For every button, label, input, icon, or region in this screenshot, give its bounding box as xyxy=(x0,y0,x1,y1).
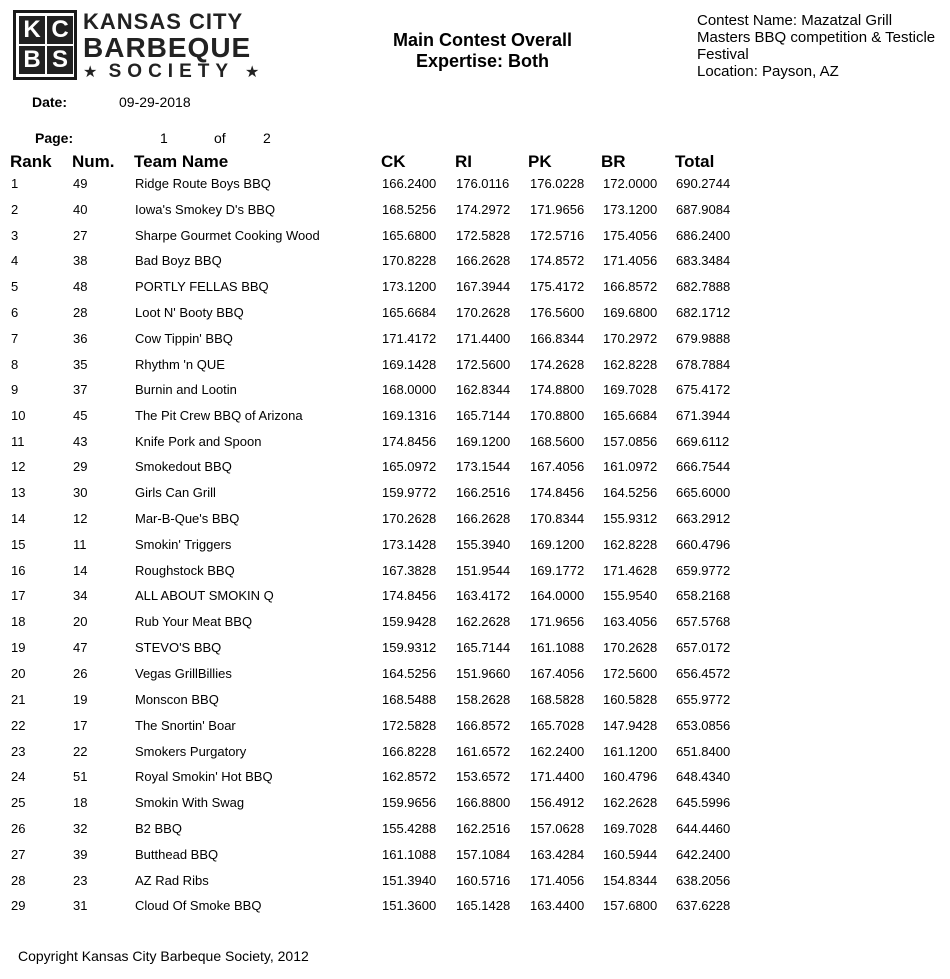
cell-num: 28 xyxy=(73,305,88,320)
cell-rank: 18 xyxy=(11,614,26,629)
cell-ri: 151.9544 xyxy=(456,563,511,578)
cell-rank: 10 xyxy=(11,408,26,423)
cell-pk: 170.8800 xyxy=(530,408,585,423)
cell-ck: 166.2400 xyxy=(382,176,437,191)
cell-pk: 174.2628 xyxy=(530,357,585,372)
cell-ri: 158.2628 xyxy=(456,692,511,707)
cell-team: Butthead BBQ xyxy=(135,847,219,862)
cell-ck: 165.6800 xyxy=(382,228,437,243)
cell-rank: 12 xyxy=(11,459,26,474)
cell-num: 17 xyxy=(73,718,88,733)
cell-num: 12 xyxy=(73,511,88,526)
cell-br: 166.8572 xyxy=(603,279,658,294)
cell-num: 45 xyxy=(73,408,88,423)
cell-ri: 172.5828 xyxy=(456,228,511,243)
cell-total: 660.4796 xyxy=(676,537,731,552)
table-row xyxy=(0,692,950,712)
cell-ck: 168.0000 xyxy=(382,382,437,397)
cell-rank: 19 xyxy=(11,640,26,655)
table-row xyxy=(0,331,950,351)
contest-name-line2: Masters BBQ competition & Testicle xyxy=(697,29,936,46)
cell-pk: 171.4400 xyxy=(530,769,585,784)
star-icon: ★ xyxy=(83,64,98,81)
cell-rank: 22 xyxy=(11,718,26,733)
cell-rank: 17 xyxy=(11,588,26,603)
cell-ck: 171.4172 xyxy=(382,331,437,346)
cell-br: 173.1200 xyxy=(603,202,658,217)
cell-total: 637.6228 xyxy=(676,898,731,913)
cell-ck: 170.2628 xyxy=(382,511,437,526)
cell-rank: 20 xyxy=(11,666,26,681)
cell-pk: 174.8456 xyxy=(530,485,585,500)
cell-ri: 151.9660 xyxy=(456,666,511,681)
column-header-br: BR xyxy=(601,152,626,171)
logo-line-kansas-city: KANSAS CITY xyxy=(83,9,244,34)
cell-team: Royal Smokin' Hot BBQ xyxy=(135,769,273,784)
cell-pk: 167.4056 xyxy=(530,459,585,474)
cell-br: 162.8228 xyxy=(603,357,658,372)
cell-ri: 165.7144 xyxy=(456,408,511,423)
cell-ck: 168.5488 xyxy=(382,692,437,707)
cell-ck: 151.3940 xyxy=(382,873,437,888)
cell-ck: 166.8228 xyxy=(382,744,437,759)
cell-total: 653.0856 xyxy=(676,718,731,733)
cell-br: 171.4628 xyxy=(603,563,658,578)
cell-br: 170.2628 xyxy=(603,640,658,655)
cell-total: 648.4340 xyxy=(676,769,731,784)
kcbs-logo xyxy=(13,10,273,84)
cell-ri: 161.6572 xyxy=(456,744,511,759)
cell-rank: 23 xyxy=(11,744,26,759)
cell-ri: 166.2516 xyxy=(456,485,511,500)
cell-num: 31 xyxy=(73,898,88,913)
cell-num: 37 xyxy=(73,382,88,397)
cell-total: 669.6112 xyxy=(676,434,730,449)
cell-ri: 153.6572 xyxy=(456,769,511,784)
table-row xyxy=(0,485,950,505)
cell-rank: 27 xyxy=(11,847,26,862)
table-row xyxy=(0,176,950,196)
cell-br: 169.6800 xyxy=(603,305,658,320)
cell-team: Rhythm 'n QUE xyxy=(135,357,225,372)
cell-br: 165.6684 xyxy=(603,408,658,423)
cell-team: Rub Your Meat BBQ xyxy=(135,614,253,629)
cell-ri: 160.5716 xyxy=(456,873,511,888)
cell-ri: 157.1084 xyxy=(456,847,511,862)
cell-num: 39 xyxy=(73,847,88,862)
cell-team: Smokin' Triggers xyxy=(135,537,232,552)
cell-ck: 151.3600 xyxy=(382,898,437,913)
cell-br: 157.6800 xyxy=(603,898,658,913)
cell-ck: 164.5256 xyxy=(382,666,437,681)
table-row xyxy=(0,847,950,867)
cell-total: 644.4460 xyxy=(676,821,731,836)
cell-rank: 13 xyxy=(11,485,26,500)
cell-team: B2 BBQ xyxy=(135,821,182,836)
cell-ri: 162.2628 xyxy=(456,614,511,629)
cell-br: 169.7028 xyxy=(603,821,658,836)
cell-team: Mar-B-Que's BBQ xyxy=(135,511,240,526)
cell-num: 40 xyxy=(73,202,88,217)
cell-pk: 171.4056 xyxy=(530,873,585,888)
cell-total: 642.2400 xyxy=(676,847,731,862)
cell-rank: 29 xyxy=(11,898,26,913)
cell-total: 683.3484 xyxy=(676,253,731,268)
cell-ri: 166.2628 xyxy=(456,511,511,526)
cell-total: 682.1712 xyxy=(676,305,731,320)
table-row xyxy=(0,408,950,428)
cell-total: 679.9888 xyxy=(676,331,731,346)
cell-num: 30 xyxy=(73,485,88,500)
cell-ck: 173.1200 xyxy=(382,279,437,294)
cell-num: 18 xyxy=(73,795,88,810)
table-row xyxy=(0,537,950,557)
cell-ri: 162.2516 xyxy=(456,821,511,836)
contest-info xyxy=(697,12,950,80)
cell-pk: 176.0228 xyxy=(530,176,585,191)
cell-team: Knife Pork and Spoon xyxy=(135,434,262,449)
cell-team: Smokin With Swag xyxy=(135,795,245,810)
cell-ri: 165.1428 xyxy=(456,898,511,913)
cell-total: 666.7544 xyxy=(676,459,731,474)
cell-total: 671.3944 xyxy=(676,408,731,423)
cell-br: 154.8344 xyxy=(603,873,658,888)
cell-br: 172.5600 xyxy=(603,666,658,681)
cell-ck: 161.1088 xyxy=(382,847,437,862)
cell-num: 34 xyxy=(73,588,88,603)
cell-ri: 171.4400 xyxy=(456,331,511,346)
cell-pk: 172.5716 xyxy=(530,228,585,243)
cell-br: 162.2628 xyxy=(603,795,658,810)
cell-total: 657.5768 xyxy=(676,614,731,629)
table-row xyxy=(0,563,950,583)
cell-br: 147.9428 xyxy=(603,718,658,733)
cell-team: ALL ABOUT SMOKIN Q xyxy=(135,588,274,603)
cell-rank: 1 xyxy=(11,176,19,191)
table-row xyxy=(0,434,950,454)
cell-br: 160.5944 xyxy=(603,847,658,862)
cell-ck: 165.0972 xyxy=(382,459,437,474)
cell-rank: 28 xyxy=(11,873,26,888)
cell-ck: 162.8572 xyxy=(382,769,437,784)
cell-ri: 166.8800 xyxy=(456,795,511,810)
cell-ck: 174.8456 xyxy=(382,434,437,449)
logo-letter-b: B xyxy=(19,46,45,74)
column-header-ck: CK xyxy=(381,152,406,171)
cell-num: 43 xyxy=(73,434,88,449)
cell-team: Bad Boyz BBQ xyxy=(135,253,222,268)
cell-pk: 168.5828 xyxy=(530,692,585,707)
cell-br: 157.0856 xyxy=(603,434,658,449)
column-header-ri: RI xyxy=(455,152,472,171)
report-title-line1: Main Contest Overall xyxy=(392,30,573,50)
table-row xyxy=(0,614,950,634)
cell-rank: 3 xyxy=(11,228,19,243)
table-row xyxy=(0,382,950,402)
table-row xyxy=(0,873,950,893)
cell-br: 170.2972 xyxy=(603,331,658,346)
page-current: 1 xyxy=(160,130,168,146)
cell-pk: 169.1772 xyxy=(530,563,585,578)
column-header-pk: PK xyxy=(528,152,552,171)
cell-pk: 165.7028 xyxy=(530,718,585,733)
cell-total: 656.4572 xyxy=(676,666,731,681)
cell-br: 162.8228 xyxy=(603,537,658,552)
cell-num: 22 xyxy=(73,744,88,759)
cell-total: 645.5996 xyxy=(676,795,731,810)
kcbs-logo-text xyxy=(83,10,273,83)
cell-num: 38 xyxy=(73,253,88,268)
table-row xyxy=(0,769,950,789)
cell-num: 23 xyxy=(73,873,88,888)
cell-total: 690.2744 xyxy=(676,176,731,191)
cell-ri: 155.3940 xyxy=(456,537,511,552)
contest-name-line3: Festival xyxy=(697,46,749,63)
cell-pk: 161.1088 xyxy=(530,640,585,655)
cell-br: 169.7028 xyxy=(603,382,658,397)
cell-num: 20 xyxy=(73,614,88,629)
table-row xyxy=(0,305,950,325)
cell-ck: 169.1316 xyxy=(382,408,437,423)
cell-total: 678.7884 xyxy=(676,357,731,372)
cell-ri: 170.2628 xyxy=(456,305,511,320)
cell-ck: 159.9312 xyxy=(382,640,437,655)
cell-pk: 163.4400 xyxy=(530,898,585,913)
cell-num: 47 xyxy=(73,640,88,655)
cell-ck: 173.1428 xyxy=(382,537,437,552)
report-title xyxy=(340,30,625,72)
cell-team: Girls Can Grill xyxy=(135,485,216,500)
cell-ck: 172.5828 xyxy=(382,718,437,733)
cell-rank: 25 xyxy=(11,795,26,810)
table-row xyxy=(0,718,950,738)
cell-ck: 168.5256 xyxy=(382,202,437,217)
kcbs-logo-mark xyxy=(13,10,77,80)
cell-num: 51 xyxy=(73,769,88,784)
cell-rank: 5 xyxy=(11,279,19,294)
cell-pk: 156.4912 xyxy=(530,795,585,810)
cell-total: 663.2912 xyxy=(676,511,731,526)
table-row xyxy=(0,357,950,377)
cell-total: 675.4172 xyxy=(676,382,731,397)
cell-num: 49 xyxy=(73,176,88,191)
cell-num: 32 xyxy=(73,821,88,836)
table-row xyxy=(0,744,950,764)
cell-num: 29 xyxy=(73,459,88,474)
cell-br: 161.0972 xyxy=(603,459,658,474)
cell-ck: 159.9772 xyxy=(382,485,437,500)
cell-team: Smokedout BBQ xyxy=(135,459,232,474)
cell-ck: 165.6684 xyxy=(382,305,437,320)
cell-ck: 155.4288 xyxy=(382,821,437,836)
page-label: Page: xyxy=(35,130,74,146)
table-row xyxy=(0,640,950,660)
column-header-num: Num. xyxy=(72,152,115,171)
contest-location: Location: Payson, AZ xyxy=(697,63,839,80)
cell-total: 665.6000 xyxy=(676,485,731,500)
cell-num: 14 xyxy=(73,563,88,578)
cell-total: 659.9772 xyxy=(676,563,731,578)
cell-team: Cloud Of Smoke BBQ xyxy=(135,898,262,913)
page-total: 2 xyxy=(263,130,271,146)
cell-pk: 169.1200 xyxy=(530,537,585,552)
cell-ck: 167.3828 xyxy=(382,563,437,578)
cell-ri: 165.7144 xyxy=(456,640,511,655)
report-title-line2: Expertise: Both xyxy=(415,51,550,71)
cell-team: Sharpe Gourmet Cooking Wood xyxy=(135,228,320,243)
cell-team: Roughstock BBQ xyxy=(135,563,235,578)
cell-team: Burnin and Lootin xyxy=(135,382,237,397)
logo-letter-s: S xyxy=(47,46,73,74)
cell-num: 35 xyxy=(73,357,88,372)
cell-rank: 4 xyxy=(11,253,19,268)
cell-rank: 9 xyxy=(11,382,19,397)
cell-rank: 7 xyxy=(11,331,19,346)
cell-total: 682.7888 xyxy=(676,279,731,294)
cell-pk: 171.9656 xyxy=(530,202,585,217)
cell-pk: 174.8800 xyxy=(530,382,585,397)
date-value: 09-29-2018 xyxy=(119,94,191,110)
cell-br: 171.4056 xyxy=(603,253,658,268)
cell-team: PORTLY FELLAS BBQ xyxy=(135,279,269,294)
cell-rank: 21 xyxy=(11,692,26,707)
cell-team: Loot N' Booty BBQ xyxy=(135,305,244,320)
table-row xyxy=(0,228,950,248)
cell-ck: 169.1428 xyxy=(382,357,437,372)
cell-rank: 14 xyxy=(11,511,26,526)
copyright-footer: Copyright Kansas City Barbeque Society, 2012 xyxy=(18,948,309,964)
cell-total: 655.9772 xyxy=(676,692,731,707)
cell-ri: 166.8572 xyxy=(456,718,511,733)
cell-total: 638.2056 xyxy=(676,873,731,888)
cell-ck: 159.9428 xyxy=(382,614,437,629)
cell-br: 161.1200 xyxy=(603,744,658,759)
cell-num: 19 xyxy=(73,692,88,707)
cell-br: 160.5828 xyxy=(603,692,658,707)
cell-ri: 162.8344 xyxy=(456,382,511,397)
contest-name-line1: Contest Name: Mazatzal Grill xyxy=(697,12,893,29)
cell-ck: 174.8456 xyxy=(382,588,437,603)
cell-ri: 163.4172 xyxy=(456,588,511,603)
cell-br: 164.5256 xyxy=(603,485,658,500)
cell-pk: 171.9656 xyxy=(530,614,585,629)
cell-pk: 175.4172 xyxy=(530,279,585,294)
cell-pk: 164.0000 xyxy=(530,588,585,603)
cell-ri: 172.5600 xyxy=(456,357,511,372)
logo-line-society xyxy=(83,62,273,83)
table-row xyxy=(0,898,950,918)
cell-pk: 163.4284 xyxy=(530,847,585,862)
cell-pk: 162.2400 xyxy=(530,744,585,759)
cell-br: 163.4056 xyxy=(603,614,658,629)
cell-br: 155.9312 xyxy=(603,511,658,526)
cell-pk: 176.5600 xyxy=(530,305,585,320)
table-row xyxy=(0,511,950,531)
cell-ck: 170.8228 xyxy=(382,253,437,268)
cell-pk: 168.5600 xyxy=(530,434,585,449)
table-row xyxy=(0,588,950,608)
cell-num: 11 xyxy=(73,537,87,552)
logo-letter-k: K xyxy=(19,16,45,44)
date-label: Date: xyxy=(32,94,68,110)
cell-team: AZ Rad Ribs xyxy=(135,873,209,888)
column-header-team: Team Name xyxy=(134,152,229,171)
cell-rank: 16 xyxy=(11,563,26,578)
cell-br: 155.9540 xyxy=(603,588,658,603)
cell-team: Ridge Route Boys BBQ xyxy=(135,176,271,191)
cell-team: The Pit Crew BBQ of Arizona xyxy=(135,408,303,423)
cell-total: 687.9084 xyxy=(676,202,731,217)
cell-pk: 170.8344 xyxy=(530,511,585,526)
cell-total: 657.0172 xyxy=(676,640,731,655)
cell-pk: 166.8344 xyxy=(530,331,585,346)
table-row xyxy=(0,666,950,686)
cell-rank: 15 xyxy=(11,537,26,552)
cell-team: Smokers Purgatory xyxy=(135,744,247,759)
cell-team: Iowa's Smokey D's BBQ xyxy=(135,202,276,217)
logo-letter-c: C xyxy=(47,16,73,44)
cell-ri: 173.1544 xyxy=(456,459,511,474)
cell-team: STEVO'S BBQ xyxy=(135,640,222,655)
cell-total: 686.2400 xyxy=(676,228,731,243)
cell-br: 172.0000 xyxy=(603,176,658,191)
cell-team: Cow Tippin' BBQ xyxy=(135,331,233,346)
cell-ri: 174.2972 xyxy=(456,202,511,217)
column-header-rank: Rank xyxy=(10,152,52,171)
cell-pk: 167.4056 xyxy=(530,666,585,681)
cell-num: 27 xyxy=(73,228,88,243)
cell-rank: 24 xyxy=(11,769,26,784)
cell-ck: 159.9656 xyxy=(382,795,437,810)
star-icon: ★ xyxy=(244,64,260,81)
table-row xyxy=(0,279,950,299)
cell-ri: 169.1200 xyxy=(456,434,511,449)
cell-pk: 174.8572 xyxy=(530,253,585,268)
logo-society-word: SOCIETY xyxy=(108,61,234,82)
cell-pk: 157.0628 xyxy=(530,821,585,836)
table-row xyxy=(0,253,950,273)
table-row xyxy=(0,459,950,479)
cell-ri: 166.2628 xyxy=(456,253,511,268)
cell-team: The Snortin' Boar xyxy=(135,718,236,733)
cell-num: 26 xyxy=(73,666,88,681)
cell-total: 658.2168 xyxy=(676,588,731,603)
table-row xyxy=(0,821,950,841)
cell-team: Monscon BBQ xyxy=(135,692,219,707)
cell-br: 175.4056 xyxy=(603,228,658,243)
cell-rank: 2 xyxy=(11,202,19,217)
cell-rank: 11 xyxy=(11,434,25,449)
table-row xyxy=(0,202,950,222)
cell-num: 36 xyxy=(73,331,88,346)
cell-team: Vegas GrillBillies xyxy=(135,666,232,681)
cell-ri: 176.0116 xyxy=(456,176,510,191)
column-header-total: Total xyxy=(675,152,715,171)
cell-rank: 8 xyxy=(11,357,19,372)
cell-num: 48 xyxy=(73,279,88,294)
cell-rank: 6 xyxy=(11,305,19,320)
logo-line-barbeque: BARBEQUE xyxy=(83,32,252,63)
cell-ri: 167.3944 xyxy=(456,279,511,294)
page-of: of xyxy=(214,130,226,146)
table-row xyxy=(0,795,950,815)
cell-br: 160.4796 xyxy=(603,769,658,784)
cell-rank: 26 xyxy=(11,821,26,836)
cell-total: 651.8400 xyxy=(676,744,731,759)
